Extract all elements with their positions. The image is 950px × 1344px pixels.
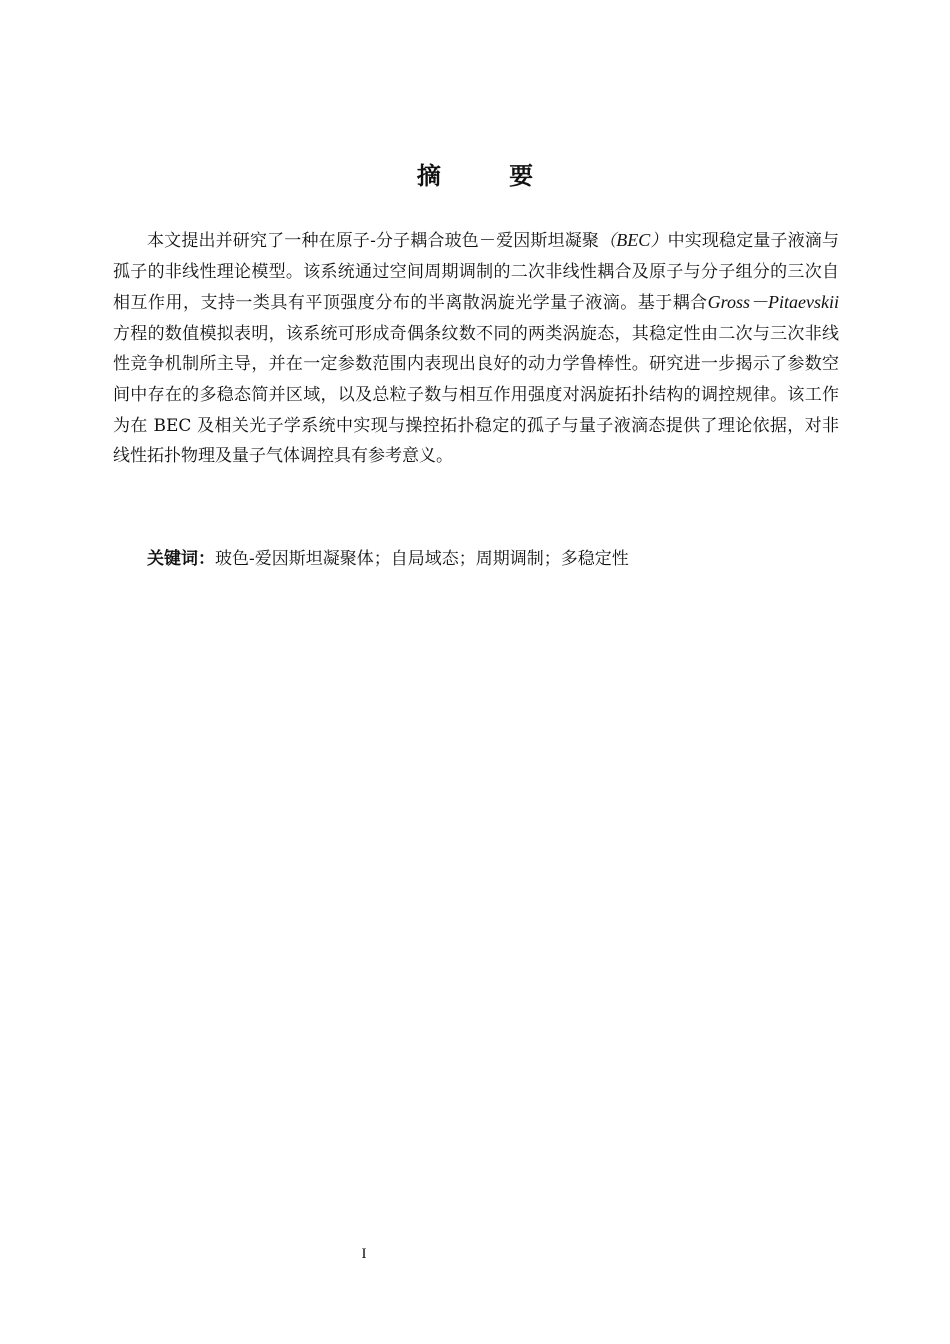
abstract-gp-equation-term: Gross－Pitaevskii	[707, 292, 839, 313]
abstract-title: 摘 要	[416, 162, 564, 190]
abstract-text-part-2: 中实现稳定量子液滴与孤子的非线性理论模型。该系统通过空间周期调制的二次非线性耦合及原子与分子组分的三次自相互作用，支持一类具有平顶强度分布的半离散涡旋光学量子液滴。基于耦合	[113, 231, 840, 314]
abstract-text-part-3: 方程的数值模拟表明，该系统可形成奇偶条纹数不同的两类涡旋态，其稳定性由二次与三次非线性竞争机制所主导，并在一定参数范围内表现出良好的动力学鲁棒性。研究进一步揭示了参数空间中存在的多稳态简并区域，以及总粒子数与相互作用强度对涡旋拓扑结构的调控规律。该工作为在 BEC 及相关光子学系统中实现与操控拓扑稳定的孤子与量子液滴态提供了理论依据，对非线性拓扑物理及量子气体调控具有参考意义。	[113, 323, 839, 467]
abstract-bec-term: BEC	[616, 230, 651, 250]
keywords-line	[147, 544, 837, 574]
page-number: I	[361, 1246, 367, 1262]
keywords-label: 关键词：	[147, 549, 215, 569]
abstract-body	[113, 225, 839, 472]
abstract-paren-open: （	[599, 231, 617, 250]
abstract-text-part-1: 本文提出并研究了一种在原子-分子耦合玻色－爱因斯坦凝聚	[147, 231, 600, 251]
keywords-text: 玻色-爱因斯坦凝聚体；自局域态；周期调制；多稳定性	[215, 549, 629, 569]
abstract-paren-close: ）	[650, 231, 668, 250]
